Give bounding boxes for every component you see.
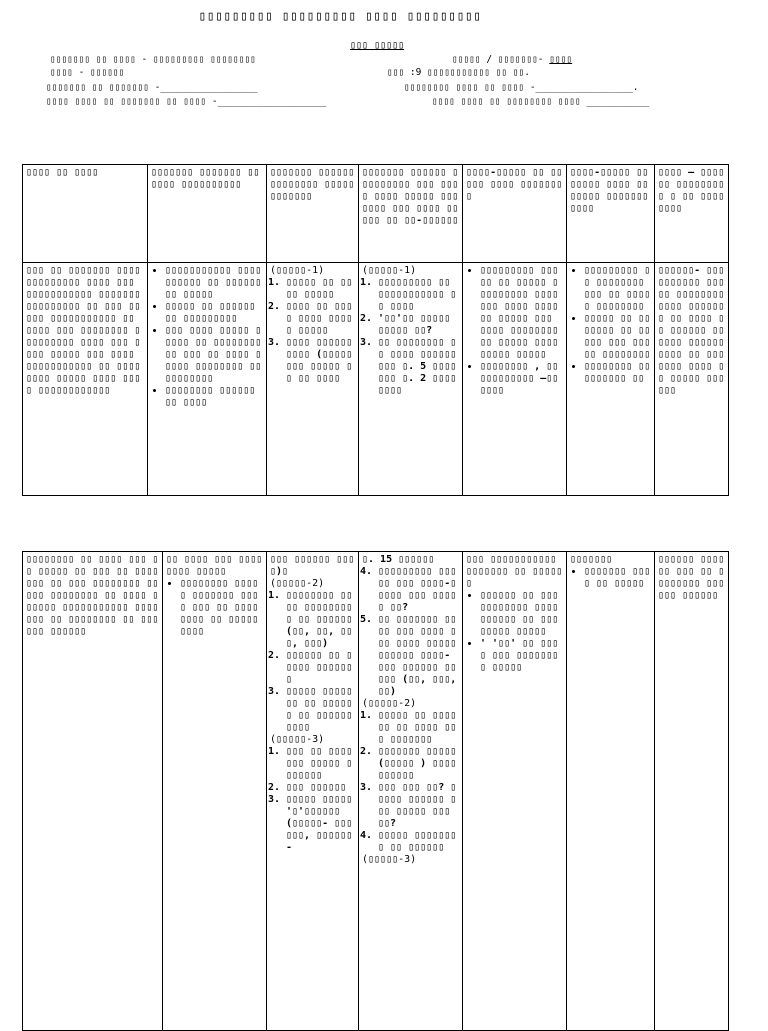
cell-text: ▯▯▯▯▯▯▯ <box>570 554 613 565</box>
table-cell <box>148 263 267 496</box>
header-cell: ▯▯▯▯▯▯▯ ▯▯▯▯▯▯▯ ▯▯▯▯▯▯ ▯▯▯▯▯▯▯▯▯▯ <box>148 165 267 263</box>
header-cell: ▯▯▯▯-▯▯▯▯▯ ▯▯ ▯▯▯▯▯ ▯▯▯▯ ▯▯▯▯▯▯▯▯ <box>463 165 567 263</box>
list-item: • ▯▯▯▯▯▯▯▯ ▯▯▯▯▯ ▯▯▯▯▯▯▯ ▯▯▯▯ ▯▯▯ ▯▯ ▯▯▯▯▯▯▯▯ ▯▯ ▯▯▯▯▯▯▯▯▯ <box>180 578 263 638</box>
activity-label: (▯▯▯▯▯-1) <box>362 265 417 276</box>
list-item: 4. ▯▯▯▯▯▯▯▯▯ ▯▯▯▯▯ ▯▯▯ ▯▯▯▯-▯▯▯▯▯ ▯▯▯ ▯▯▯▯▯ ▯▯? <box>378 566 459 614</box>
table-cell: ▯▯▯▯▯▯- ▯▯▯▯▯▯▯▯▯▯ ▯▯▯▯▯ ▯▯▯▯▯▯▯▯ ▯▯▯▯ ▯▯▯▯▯▯▯ ▯▯ ▯▯▯▯ ▯▯ ▯▯▯▯▯▯ ▯▯▯▯▯▯ ▯▯▯▯▯▯▯▯▯▯ ▯▯ ▯▯▯▯▯▯▯ ▯▯▯▯ ▯▯ ▯▯▯▯▯ ▯▯▯▯▯▯ <box>655 263 729 496</box>
list-item: • ' '▯▯' ▯▯ ▯▯▯▯ ▯▯▯ ▯▯▯▯▯▯▯▯ ▯▯▯▯▯ <box>480 638 563 674</box>
cell-text: ▯. 15 ▯▯▯▯▯▯ <box>362 554 435 565</box>
table-row <box>23 552 729 1031</box>
meta-start-date: ▯▯▯▯ ▯▯▯▯ ▯▯ ▯▯▯▯▯▯▯ ▯▯ ▯▯▯▯ -___________________ <box>46 96 327 107</box>
meta-unit: ▯▯▯▯▯▯▯ ▯▯ ▯▯▯▯▯▯▯ -_________________ <box>46 82 258 93</box>
header-cell: ▯▯▯▯▯▯▯ ▯▯▯▯▯▯ ▯▯▯▯▯▯▯▯ ▯▯▯▯▯▯▯▯▯▯▯▯ <box>267 165 359 263</box>
table-cell: ▯▯▯▯▯▯ ▯▯▯▯▯▯ ▯▯▯ ▯▯ ▯▯▯▯▯▯▯▯ ▯▯▯▯▯▯ ▯▯▯▯▯▯ <box>655 552 729 1031</box>
list-item: 3. ▯▯▯▯ ▯▯▯▯▯▯ ▯▯▯▯ (▯▯▯▯▯▯▯▯ ▯▯▯▯▯ ▯▯ ▯▯ ▯▯▯▯ <box>286 337 355 385</box>
lesson-plan-table-2 <box>22 551 729 1031</box>
activity-label: (▯▯▯▯▯-2) <box>362 698 417 709</box>
list-item: 1. ▯▯▯ ▯▯ ▯▯▯▯ ▯▯▯ ▯▯▯▯▯ ▯▯▯▯▯▯▯ <box>286 746 355 782</box>
list-item: • ▯▯▯▯▯▯▯ ▯▯▯▯ ▯▯ ▯▯▯▯▯ <box>584 566 651 590</box>
list-item: 1. ▯▯▯▯▯ ▯▯ ▯▯▯▯▯▯ ▯▯ ▯▯▯▯ ▯▯▯ ▯▯▯▯▯▯▯ <box>378 710 459 746</box>
list-item: 3. ▯▯▯ ▯▯▯ ▯▯? ▯▯▯▯▯ ▯▯▯▯▯▯ ▯▯▯ ▯▯▯▯▯ ▯▯▯ ▯▯? <box>378 782 459 830</box>
list-item: • ▯▯▯▯▯ ▯▯ ▯▯▯▯▯▯▯ ▯▯ ▯▯▯▯▯ ▯▯▯ ▯▯▯▯▯ ▯▯▯▯▯▯▯▯ <box>584 313 651 361</box>
list-item: • ▯▯▯▯▯ ▯▯ ▯▯▯▯▯▯ ▯▯ ▯▯▯▯▯▯▯▯▯ <box>165 301 263 325</box>
list-item: • ▯▯▯▯▯▯▯▯ , ▯▯▯▯▯▯▯▯▯▯▯ –▯▯▯▯▯▯ <box>480 361 563 397</box>
document-subtitle: ▯▯▯ ▯▯▯▯▯ <box>350 40 405 51</box>
list-item: 2. '▯▯'▯▯ ▯▯▯▯▯ ▯▯▯▯▯ ▯▯? <box>378 313 459 337</box>
table-cell: ▯▯▯ ▯▯ ▯▯▯▯▯▯▯ ▯▯▯▯ ▯▯▯▯▯▯▯▯▯ ▯▯▯▯ ▯▯▯ ▯▯▯▯▯▯▯▯▯▯▯ ▯▯▯▯▯▯▯ ▯▯▯▯▯▯▯▯▯ ▯▯ ▯▯▯ ▯▯ ▯▯▯ ▯▯▯▯▯▯▯▯▯▯▯ ▯▯ ▯▯▯▯ ▯▯▯ ▯▯▯▯▯▯▯▯ ▯▯▯▯▯▯▯▯▯ ▯▯▯▯ ▯▯▯ ▯▯▯▯ ▯▯▯▯▯ ▯▯▯ ▯▯▯▯ ▯▯▯▯▯▯▯▯▯▯▯ ▯▯ ▯▯▯▯▯▯▯▯ ▯▯▯▯▯ ▯▯▯▯ ▯▯▯▯ ▯▯▯▯▯▯▯▯▯▯▯▯ <box>23 263 148 496</box>
list-item: 2. ▯▯▯ ▯▯▯▯▯▯ <box>286 782 355 794</box>
activity-label: (▯▯▯▯▯-3) <box>270 734 325 745</box>
meta-teacher: ▯▯▯▯▯▯▯ ▯▯ ▯▯▯▯ - ▯▯▯▯▯▯▯▯▯ ▯▯▯▯▯▯▯▯ <box>50 54 256 65</box>
list-item: 4. ▯▯▯▯▯ ▯▯▯▯▯▯▯▯ ▯▯ ▯▯▯▯▯▯ <box>378 830 459 854</box>
activity-label: (▯▯▯▯▯-1) <box>270 265 325 276</box>
header-cell: ▯▯▯▯ – ▯▯▯▯ ▯▯ ▯▯▯▯▯▯▯▯▯ ▯ ▯▯ ▯▯▯▯▯▯▯▯ <box>655 165 729 263</box>
list-item: • ▯▯▯▯▯▯ ▯▯ ▯▯▯▯▯▯▯▯▯▯▯ ▯▯▯▯▯▯▯▯▯▯ ▯▯ ▯▯▯▯▯▯▯▯ ▯▯▯▯▯ <box>480 590 563 638</box>
list-item: 2. ▯▯▯▯ ▯▯ ▯▯▯▯ ▯▯▯▯ ▯▯▯▯▯ ▯▯▯▯▯ <box>286 301 355 337</box>
list-item: • ▯▯▯ ▯▯▯▯ ▯▯▯▯▯ ▯▯▯▯▯ ▯▯ ▯▯▯▯▯▯▯▯ ▯▯ ▯▯▯ ▯▯ ▯▯▯▯ ▯▯▯▯▯ ▯▯▯▯▯▯▯▯ ▯▯ ▯▯▯▯▯▯▯▯ <box>165 325 263 385</box>
list-item: 2. ▯▯▯▯▯▯ ▯▯ ▯▯▯▯▯ ▯▯▯▯▯▯▯ <box>286 650 355 686</box>
list-item: • ▯▯▯▯▯▯▯▯▯ ▯▯ ▯▯▯▯▯▯▯▯ ▯▯▯ ▯▯ ▯▯▯▯▯ ▯▯▯▯▯▯▯▯ <box>584 265 651 313</box>
table-cell <box>567 552 655 1031</box>
meta-review-date: ▯▯▯▯ ▯▯▯▯ ▯▯ ▯▯▯▯▯▯▯▯ ▯▯▯▯ ___________ <box>432 96 650 107</box>
table-cell <box>359 552 463 1031</box>
table-cell <box>359 263 463 496</box>
table-cell: ▯▯▯▯▯▯▯▯ ▯▯ ▯▯▯▯ ▯▯▯ ▯▯ ▯▯▯▯▯ ▯▯ ▯▯▯ ▯▯ ▯▯▯▯▯▯▯ ▯▯ ▯▯▯ ▯▯▯▯▯▯▯▯ ▯▯▯▯▯ ▯▯▯▯▯▯▯▯ ▯▯ ▯▯▯▯ ▯▯▯▯▯▯ ▯▯▯▯▯▯▯▯▯▯▯ ▯▯▯▯ ▯▯▯ ▯▯ ▯▯▯▯▯▯▯▯ ▯▯ ▯▯▯▯▯▯ ▯▯▯▯▯▯ <box>23 552 163 1031</box>
list-item: • ▯▯▯▯▯▯▯▯ ▯▯▯▯▯▯ ▯▯ ▯▯▯▯ <box>165 385 263 409</box>
table-row <box>23 263 729 496</box>
table-cell <box>463 263 567 496</box>
lesson-plan-table-1 <box>22 164 729 496</box>
activity-label: (▯▯▯▯▯-3) <box>362 854 417 865</box>
table-cell <box>163 552 267 1031</box>
list-item: 2. ▯▯▯▯▯▯▯ ▯▯▯▯▯ (▯▯▯▯▯ ) ▯▯▯▯▯▯▯▯▯▯ <box>378 746 459 782</box>
list-item: 3. ▯▯ ▯▯▯▯▯▯▯▯ ▯▯ ▯▯▯▯ ▯▯▯▯▯▯▯▯▯ ▯. 5 ▯▯▯▯▯▯▯ ▯. 2 ▯▯▯▯▯▯▯▯ <box>378 337 459 397</box>
list-item: 3. ▯▯▯▯▯ ▯▯▯▯▯▯▯ ▯▯ ▯▯▯▯▯▯ ▯▯ ▯▯▯▯▯▯▯▯▯▯ <box>286 686 355 734</box>
header-cell: ▯▯▯▯ ▯▯ ▯▯▯▯ <box>23 165 148 263</box>
table-cell <box>267 263 359 496</box>
meta-end-date: ▯▯▯▯▯▯▯▯ ▯▯▯▯ ▯▯ ▯▯▯▯ -_________________. <box>404 82 639 93</box>
meta-subject-value: ▯▯▯▯ <box>549 54 573 65</box>
cell-text: ▯▯ ▯▯▯▯ ▯▯▯ ▯▯▯▯▯▯▯▯ ▯▯▯▯▯ <box>166 554 263 577</box>
table-cell <box>567 263 655 496</box>
meta-subject <box>452 54 572 65</box>
cell-text: ▯▯▯ ▯▯▯▯▯▯▯▯▯▯▯ ▯▯▯▯▯▯▯ ▯▯ ▯▯▯▯▯▯ <box>466 554 563 589</box>
list-item: 1. ▯▯▯▯▯▯▯▯▯ ▯▯ ▯▯▯▯▯▯▯▯▯▯▯ ▯▯ ▯▯▯▯ <box>378 277 459 313</box>
meta-subject-label: ▯▯▯▯▯ / ▯▯▯▯▯▯▯- <box>452 54 544 65</box>
meta-class: ▯▯▯▯ - ▯▯▯▯▯▯ <box>50 67 125 78</box>
cell-text: ▯▯▯ ▯▯▯▯▯▯ ▯▯▯▯)▯ <box>270 554 355 577</box>
table-cell <box>463 552 567 1031</box>
list-item: 1. ▯▯▯▯▯ ▯▯ ▯▯▯▯ ▯▯▯▯▯ <box>286 277 355 301</box>
document-title: ▯▯▯▯▯▯▯▯▯ ▯▯▯▯▯▯▯▯▯ ▯▯▯▯ ▯▯▯▯▯▯▯▯▯ <box>198 9 482 24</box>
list-item: • ▯▯▯▯▯▯▯▯▯ ▯▯▯▯▯ ▯▯ ▯▯▯▯▯ ▯▯▯▯▯▯▯▯▯ ▯▯▯▯ ▯▯▯ ▯▯▯▯ ▯▯▯▯▯▯ ▯▯▯▯▯ ▯▯▯ ▯▯▯▯ ▯▯▯▯▯▯▯▯ ▯▯ ▯▯▯▯▯ ▯▯▯▯▯▯▯▯▯ ▯▯▯▯▯ <box>480 265 563 361</box>
list-item: 5. ▯▯ ▯▯▯▯▯▯▯ ▯▯ ▯▯ ▯▯▯ ▯▯▯▯ ▯▯▯ ▯▯▯▯ ▯▯▯▯▯ ▯▯▯▯▯▯ ▯▯▯▯- ▯▯▯ ▯▯▯▯▯▯ ▯▯▯▯▯ (▯▯, ▯▯▯, ▯▯) <box>378 614 459 698</box>
activity-label: (▯▯▯▯▯-2) <box>270 578 325 589</box>
list-item: 1. ▯▯▯▯▯▯▯▯ ▯▯ ▯▯ ▯▯▯▯▯▯▯▯▯ ▯▯ ▯▯▯▯▯▯(▯▯, ▯▯, ▯▯▯, ▯▯▯) <box>286 590 355 650</box>
list-item: • ▯▯▯▯▯▯▯▯ ▯▯ ▯▯▯▯▯▯▯ ▯▯ <box>584 361 651 385</box>
header-cell: ▯▯▯▯▯▯▯ ▯▯▯▯▯▯ ▯▯▯▯▯▯▯▯▯ ▯▯▯ ▯▯▯▯ ▯▯▯▯ ▯▯▯▯▯ ▯▯▯▯▯▯▯ ▯▯▯ ▯▯▯▯ ▯▯▯▯▯ ▯▯ ▯▯-▯▯▯▯▯▯ <box>359 165 463 263</box>
list-item: 3. ▯▯▯▯▯ ▯▯▯▯▯ '▯'▯▯▯▯▯▯ (▯▯▯▯▯- ▯▯▯▯▯▯, ▯▯▯▯▯▯- <box>286 794 355 854</box>
header-cell: ▯▯▯▯-▯▯▯▯▯ ▯▯ ▯▯▯▯▯ ▯▯▯▯ ▯▯▯▯▯▯▯ ▯▯▯▯▯▯▯▯▯▯▯ <box>567 165 655 263</box>
table-header-row <box>23 165 729 263</box>
table-cell <box>267 552 359 1031</box>
list-item: • ▯▯▯▯▯▯▯▯▯▯▯ ▯▯▯▯▯▯▯▯▯▯ ▯▯ ▯▯▯▯▯▯▯▯ ▯▯▯▯▯ <box>165 265 263 301</box>
meta-period: ▯▯▯ :9 ▯▯▯▯▯▯▯▯▯▯▯ ▯▯ ▯▯. <box>387 67 530 78</box>
